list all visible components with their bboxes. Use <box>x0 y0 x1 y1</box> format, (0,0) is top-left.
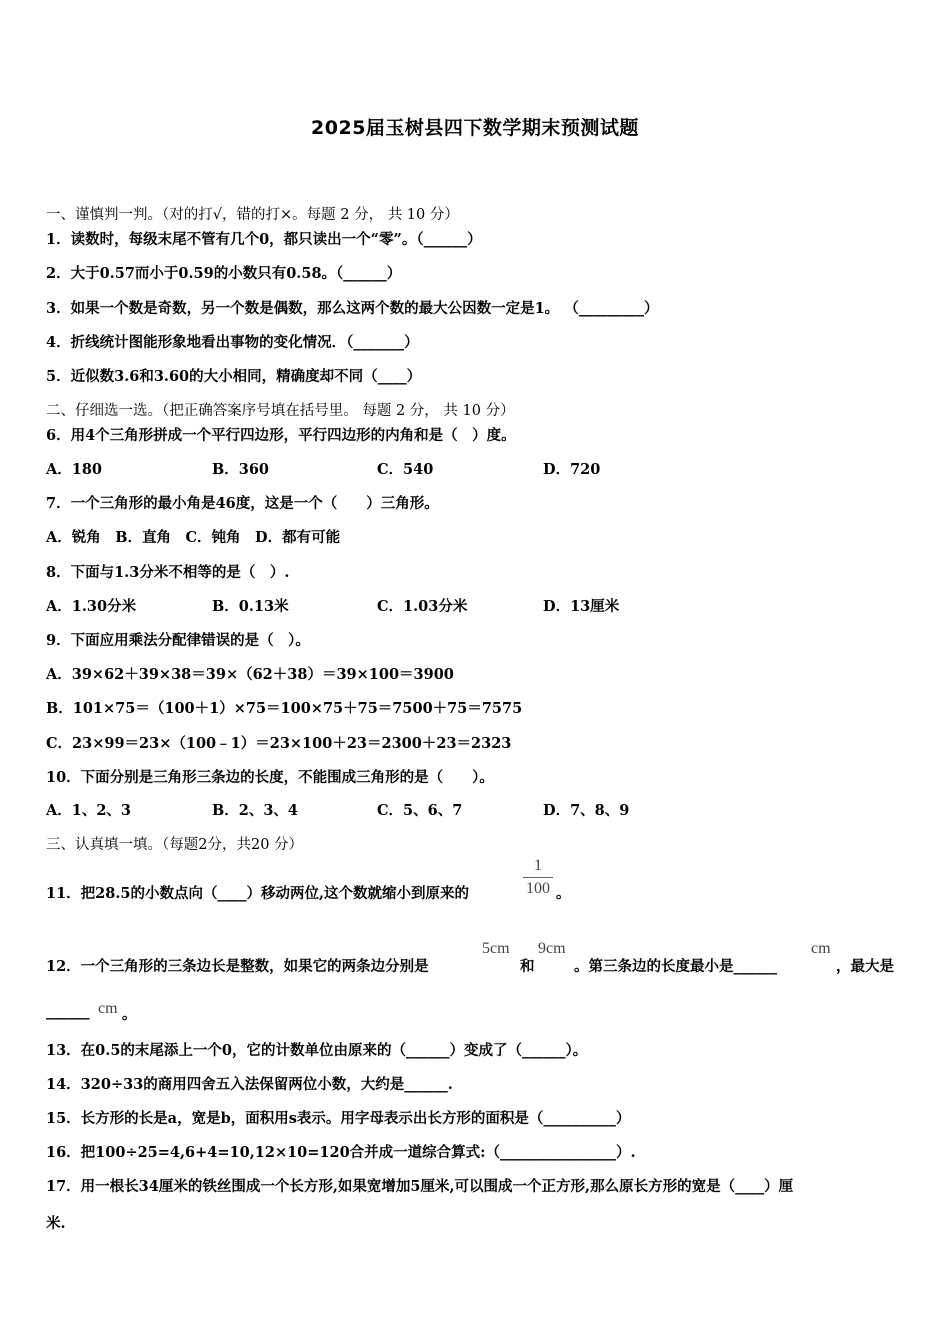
q10-option-b: B．2、3、4 <box>212 802 299 819</box>
question-12: 12．一个三角形的三条边长是整数，如果它的两条边分别是 <box>46 958 429 975</box>
q12-max: ，最大是 <box>836 958 894 975</box>
q6-option-a: A．180 <box>46 461 103 478</box>
question-11: 11．把28.5的小数点向（____）移动两位,这个数就缩小到原来的 <box>46 885 470 902</box>
unit-5cm: 5cm <box>482 940 510 957</box>
q11-end: 。 <box>556 885 571 902</box>
q12-and: 和 <box>520 958 535 975</box>
q10-option-a: A．1、2、3 <box>46 802 132 819</box>
fraction-numerator: 1 <box>534 857 542 874</box>
unit-cm-2: cm <box>98 1000 118 1017</box>
section-2-heading: 二、仔细选一选。（把正确答案序号填在括号里。 每题 2 分， 共 10 分） <box>46 403 515 419</box>
q9-option-b: B．101×75＝（100＋1）×75＝100×75＋75＝7500＋75＝7575 <box>46 700 523 717</box>
q7-options: A．锐角 B．直角 C．钝角 D．都有可能 <box>46 529 341 546</box>
question-9: 9．下面应用乘法分配律错误的是（ ）。 <box>46 632 310 649</box>
q12-end: 。 <box>122 1006 137 1023</box>
question-16: 16．把100÷25=4,6+4=10,12×10=120合并成一道综合算式:（________________）. <box>46 1144 636 1161</box>
question-8: 8．下面与1.3分米不相等的是（ ）. <box>46 564 290 581</box>
question-17-end: 米. <box>46 1215 66 1232</box>
q12-blank-2: ______ <box>46 1003 90 1020</box>
q6-option-d: D．720 <box>543 461 601 478</box>
q8-option-b: B．0.13米 <box>212 598 289 615</box>
page-title: 2025届玉树县四下数学期末预测试题 <box>311 117 639 139</box>
question-2: 2．大于0.57而小于0.59的小数只有0.58。（______） <box>46 265 402 282</box>
q8-option-c: C．1.03分米 <box>377 598 468 615</box>
q9-option-a: A．39×62＋39×38＝39×（62＋38）＝39×100＝3900 <box>46 666 454 683</box>
question-14: 14．320÷33的商用四舍五入法保留两位小数，大约是______. <box>46 1076 453 1093</box>
q12-min: 。第三条边的长度最小是______ <box>574 958 777 975</box>
q8-option-a: A．1.30分米 <box>46 598 137 615</box>
question-13: 13．在0.5的末尾添上一个0，它的计数单位由原来的（______）变成了（______）。 <box>46 1042 588 1059</box>
section-3-heading: 三、认真填一填。（每题2分，共20 分） <box>46 837 304 853</box>
q8-option-d: D．13厘米 <box>543 598 620 615</box>
question-5: 5．近似数3.6和3.60的大小相同，精确度却不同（____） <box>46 368 422 385</box>
question-4: 4．折线统计图能形象地看出事物的变化情况．（_______） <box>46 334 419 351</box>
question-6: 6．用4个三角形拼成一个平行四边形，平行四边形的内角和是（ ）度。 <box>46 427 516 444</box>
unit-cm-1: cm <box>811 940 831 957</box>
question-3: 3．如果一个数是奇数，另一个数是偶数，那么这两个数的最大公因数一定是1。 （_________） <box>46 300 659 317</box>
question-1: 1．读数时，每级末尾不管有几个0，都只读出一个“零”。（______） <box>46 231 482 248</box>
section-1-heading: 一、谨慎判一判。（对的打√，错的打×。每题 2 分， 共 10 分） <box>46 207 459 223</box>
q10-option-d: D．7、8、9 <box>543 802 630 819</box>
question-10: 10．下面分别是三角形三条边的长度，不能围成三角形的是（ ）。 <box>46 769 494 786</box>
question-7: 7．一个三角形的最小角是46度，这是一个（ ）三角形。 <box>46 495 439 512</box>
q6-option-c: C．540 <box>377 461 434 478</box>
question-17: 17．用一根长34厘米的铁丝围成一个长方形,如果宽增加5厘米,可以围成一个正方形,那么原长方形的宽是（____）厘 <box>46 1178 794 1195</box>
fraction-bar <box>523 877 553 878</box>
fraction-one-hundredth <box>523 857 553 898</box>
q9-option-c: C．23×99＝23×（100﹣1）＝23×100＋23＝2300＋23＝2323 <box>46 735 512 752</box>
q10-option-c: C．5、6、7 <box>377 802 463 819</box>
unit-9cm: 9cm <box>538 940 566 957</box>
fraction-denominator: 100 <box>526 880 550 897</box>
q6-option-b: B．360 <box>212 461 270 478</box>
question-15: 15．长方形的长是a，宽是b，面积用s表示。用字母表示出长方形的面积是（__________） <box>46 1110 631 1127</box>
